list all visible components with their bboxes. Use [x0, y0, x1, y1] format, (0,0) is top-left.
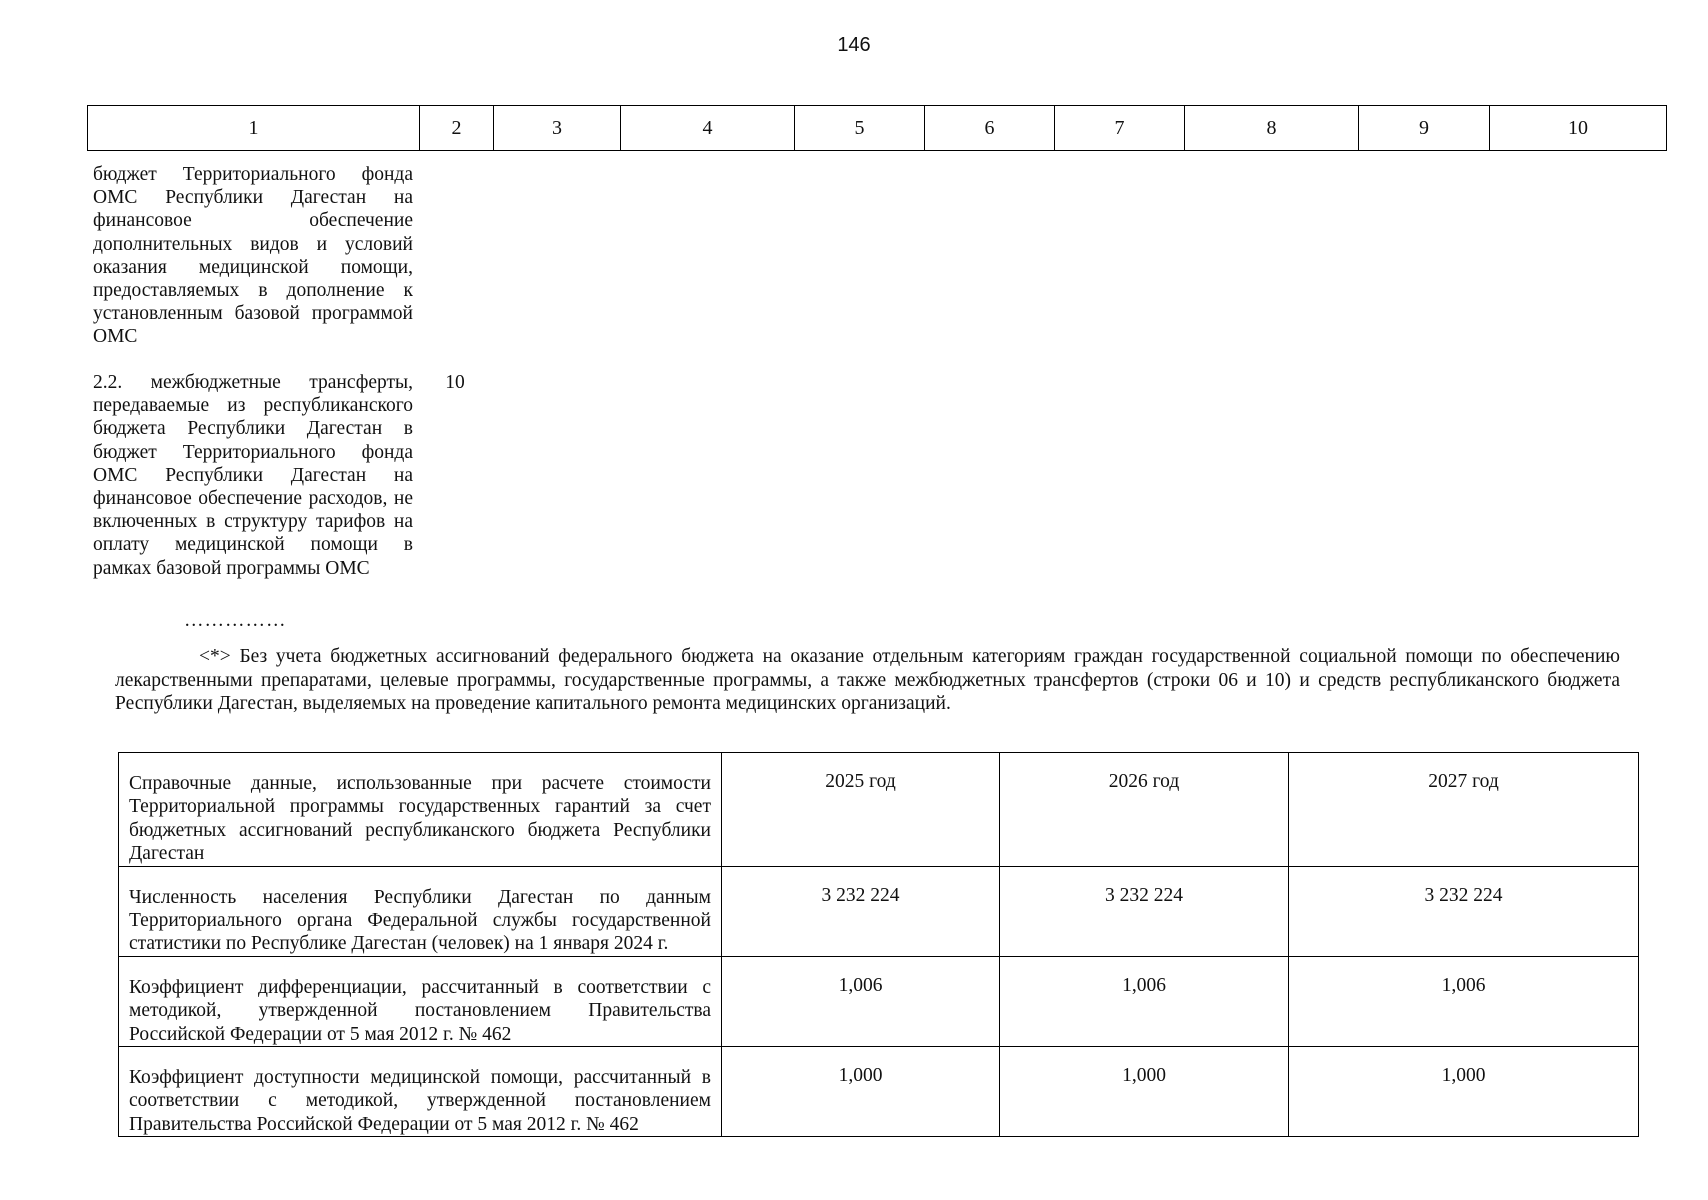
table-row: [119, 866, 1639, 956]
column-number: 2: [420, 106, 494, 151]
column-number: 10: [1490, 106, 1667, 151]
column-number-header: [87, 105, 1667, 151]
row-line-number: 10: [445, 372, 465, 393]
column-number: 4: [621, 106, 795, 151]
row-label-accessibility-coefficient: Коэффициент доступности медицинской помощи, рассчитанный в соответствии с методикой, утвержденной постановлением Правительства Российской Федерации от 5 мая 2012 г. № 462: [119, 1047, 722, 1137]
column-number: 5: [795, 106, 925, 151]
footnote: <*> Без учета бюджетных ассигнований федерального бюджета на оказание отдельным категориям граждан государственной социальной помощи по обеспечению лекарственными препаратами, целевые программы, государственные программы, а также межбюджетных трансфертов (строки 06 и 10) и средств республиканского бюджета Республики Дагестан, выделяемых на проведение капитального ремонта медицинских организаций.: [115, 646, 1620, 714]
reference-data-table: [118, 752, 1639, 1137]
column-number: 9: [1359, 106, 1490, 151]
cell-value: 1,006: [1000, 956, 1289, 1046]
row-text-interbudget-transfers: 2.2. межбюджетные трансферты, передаваемые из республиканского бюджета Республики Дагестан в бюджет Территориального фонда ОМС Республики Дагестан на финансовое обеспечение расходов, не включенных в структуру тарифов на оплату медицинской помощи в рамках базовой программы ОМС: [93, 372, 413, 579]
row-label-differentiation-coefficient: Коэффициент дифференциации, рассчитанный в соответствии с методикой, утвержденной постановлением Правительства Российской Федерации от 5 мая 2012 г. № 462: [119, 956, 722, 1046]
cell-value: 1,000: [1289, 1047, 1639, 1137]
row-label-population: Численность населения Республики Дагестан по данным Территориального органа Федеральной службы государственной статистики по Республике Дагестан (человек) на 1 января 2024 г.: [119, 866, 722, 956]
year-header-2026: 2026 год: [1000, 753, 1289, 867]
cell-value: 3 232 224: [722, 866, 1000, 956]
cell-value: 3 232 224: [1289, 866, 1639, 956]
reference-header-label: Справочные данные, использованные при расчете стоимости Территориальной программы государственных гарантий за счет бюджетных ассигнований республиканского бюджета Республики Дагестан: [119, 753, 722, 867]
column-number: 6: [925, 106, 1055, 151]
row-text-oms-additional: бюджет Территориального фонда ОМС Республики Дагестан на финансовое обеспечение дополнительных видов и условий оказания медицинской помощи, предоставляемых в дополнение к установленным базовой программой ОМС: [93, 164, 413, 348]
table-row: [119, 1047, 1639, 1137]
column-number: 8: [1185, 106, 1359, 151]
ellipsis-separator: ……………: [184, 610, 287, 631]
page-number: 146: [837, 34, 871, 56]
cell-value: 1,006: [1289, 956, 1639, 1046]
year-header-2027: 2027 год: [1289, 753, 1639, 867]
cell-value: 3 232 224: [1000, 866, 1289, 956]
column-number: 7: [1055, 106, 1185, 151]
column-number: 3: [494, 106, 621, 151]
year-header-2025: 2025 год: [722, 753, 1000, 867]
column-number: 1: [88, 106, 420, 151]
table-row: [119, 956, 1639, 1046]
column-number-row: [88, 106, 1667, 151]
reference-table-header: [119, 753, 1639, 867]
cell-value: 1,006: [722, 956, 1000, 1046]
cell-value: 1,000: [1000, 1047, 1289, 1137]
cell-value: 1,000: [722, 1047, 1000, 1137]
